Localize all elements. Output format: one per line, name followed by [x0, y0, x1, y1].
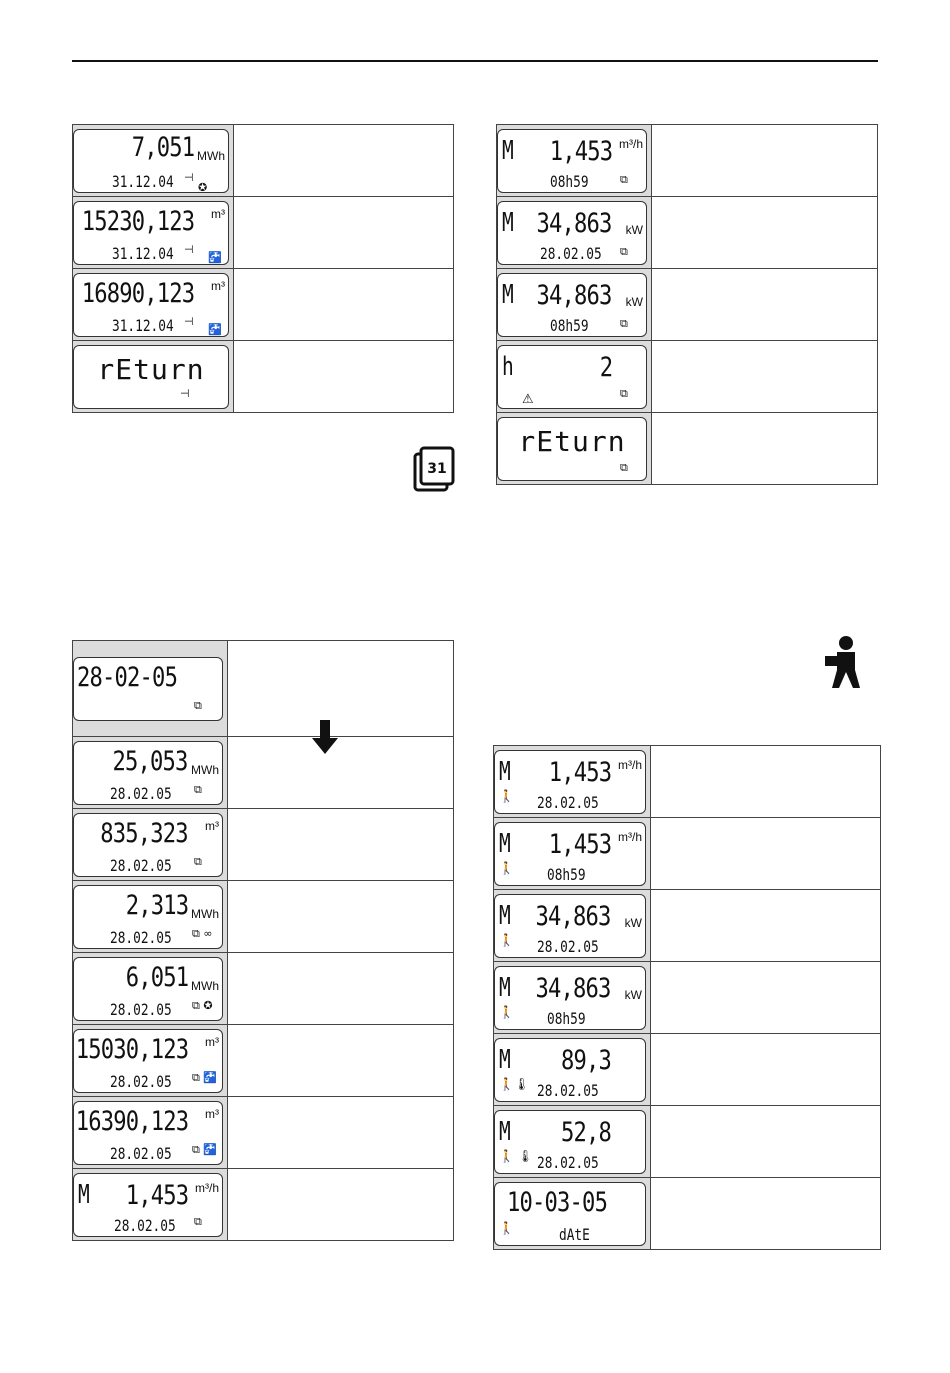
- lcd-prefix: M: [499, 900, 511, 931]
- description-cell: [228, 953, 454, 1025]
- lcd-unit: m³/h: [618, 829, 642, 844]
- description-cell: [651, 890, 881, 962]
- lcd-cell: [497, 125, 652, 197]
- description-cell: [652, 269, 878, 341]
- lcd-cell: [73, 197, 234, 269]
- clock-icon: ⧉: [620, 244, 628, 258]
- description-cell: [228, 737, 454, 809]
- lcd-unit: m³: [211, 206, 225, 221]
- bottom-left-table: [72, 640, 454, 1241]
- lcd-main-value: 52,8: [560, 1116, 611, 1148]
- lcd-unit: MWh: [191, 906, 219, 921]
- marker-icon: ⊣: [184, 242, 194, 256]
- lcd-prefix: M: [499, 828, 511, 859]
- lcd-main-value: 34,863: [536, 279, 612, 311]
- description-cell: [234, 197, 454, 269]
- lcd-sub-value: 28.02.05: [537, 792, 599, 812]
- lcd-prefix: M: [499, 972, 511, 1003]
- lcd-display: [73, 657, 223, 721]
- lcd-cell: [494, 890, 651, 962]
- person-icon: 🚶: [499, 860, 514, 875]
- lcd-display: [497, 345, 647, 409]
- lcd-cell: [73, 1097, 228, 1169]
- lcd-cell: [494, 818, 651, 890]
- lcd-main-value: 2: [599, 351, 612, 383]
- lcd-main-value: 16390,123: [75, 1105, 188, 1137]
- person-icon: 🚶: [499, 1220, 514, 1235]
- lcd-unit: MWh: [191, 978, 219, 993]
- lcd-prefix: M: [502, 207, 514, 238]
- lcd-cell: [73, 881, 228, 953]
- lcd-main-value: 16890,123: [81, 277, 194, 309]
- lcd-display: [494, 1182, 646, 1246]
- lcd-unit: kW: [625, 294, 643, 309]
- description-cell: [652, 125, 878, 197]
- lcd-main-value: 15230,123: [81, 205, 194, 237]
- lcd-unit: m³/h: [195, 1180, 219, 1195]
- lcd-main-value: 25,053: [112, 745, 188, 777]
- lcd-display: [494, 966, 646, 1030]
- tap-icon: 🚰: [208, 250, 222, 264]
- description-cell: [651, 818, 881, 890]
- lcd-main-value: 1,453: [125, 1179, 188, 1211]
- lcd-display: [494, 894, 646, 958]
- lcd-cell: [73, 641, 228, 737]
- description-cell: [652, 341, 878, 413]
- lcd-sub-value: dAtE: [559, 1224, 590, 1244]
- lcd-display: [73, 813, 223, 877]
- clock-icon: ⧉: [620, 316, 628, 330]
- lcd-sub-value: 28.02.05: [537, 1152, 599, 1172]
- lcd-cell: [497, 269, 652, 341]
- description-cell: [234, 269, 454, 341]
- lcd-cell: [494, 1178, 651, 1250]
- lcd-sub-value: 28.02.05: [110, 999, 172, 1019]
- lcd-sub-value: 28.02.05: [110, 1071, 172, 1091]
- tap-icon: 🚰: [208, 322, 222, 336]
- lcd-unit: m³: [205, 1034, 219, 1049]
- lcd-unit: m³: [205, 818, 219, 833]
- description-cell: [651, 1034, 881, 1106]
- clock-icon: ⧉: [620, 386, 628, 400]
- lcd-sub-value: 31.12.04: [112, 243, 174, 263]
- clock-tap-icon: ⧉ 🚰: [192, 1070, 218, 1084]
- lcd-cell: [494, 1034, 651, 1106]
- marker-icon: ⊣: [184, 170, 194, 184]
- lcd-cell: [73, 269, 234, 341]
- svg-text:31: 31: [427, 461, 447, 477]
- lcd-unit: kW: [624, 915, 642, 930]
- lcd-cell: [73, 737, 228, 809]
- description-cell: [652, 413, 878, 485]
- lcd-sub-value: 08h59: [547, 864, 586, 884]
- lcd-cell: [497, 341, 652, 413]
- lcd-sub-value: 28.02.05: [537, 1080, 599, 1100]
- lcd-prefix: h: [502, 351, 514, 382]
- clock-icon: ⧉: [620, 172, 628, 186]
- lcd-main-value: 835,323: [100, 817, 188, 849]
- arrow-down-icon: [312, 720, 338, 754]
- lcd-cell: [73, 809, 228, 881]
- lcd-prefix: M: [78, 1179, 90, 1210]
- lcd-main-value: 1,453: [549, 135, 612, 167]
- lcd-main-value: 34,863: [536, 207, 612, 239]
- lcd-cell: [73, 1025, 228, 1097]
- description-cell: [651, 746, 881, 818]
- person-thermometer-icon: 🚶 🌡: [499, 1148, 533, 1163]
- lcd-unit: kW: [625, 222, 643, 237]
- person-icon: 🚶: [499, 932, 514, 947]
- lcd-display: [497, 273, 647, 337]
- lcd-sub-value: 28.02.05: [110, 1143, 172, 1163]
- lcd-unit: kW: [624, 987, 642, 1002]
- description-cell: [228, 809, 454, 881]
- lcd-cell: [494, 962, 651, 1034]
- person-icon: 🚶: [499, 1004, 514, 1019]
- description-cell: [652, 197, 878, 269]
- lcd-sub-value: 08h59: [550, 315, 589, 335]
- lcd-main-value: 34,863: [535, 972, 611, 1004]
- lcd-unit: MWh: [191, 762, 219, 777]
- description-cell: [228, 1097, 454, 1169]
- lcd-display: [494, 750, 646, 814]
- bottom-right-table: [493, 745, 881, 1250]
- lcd-prefix: M: [502, 279, 514, 310]
- description-cell: [651, 962, 881, 1034]
- lcd-sub-value: 28.02.05: [114, 1215, 176, 1235]
- top-right-table: [496, 124, 878, 485]
- lcd-display: [73, 129, 229, 193]
- lcd-main-value: 34,863: [535, 900, 611, 932]
- lcd-main-value: 15030,123: [75, 1033, 188, 1065]
- clock-icon: ⧉: [194, 1214, 202, 1228]
- lcd-prefix: M: [499, 756, 511, 787]
- lcd-cell: [494, 746, 651, 818]
- lcd-main-value: 1,453: [548, 828, 611, 860]
- lcd-cell: [497, 413, 652, 485]
- service-person-icon: [822, 634, 870, 690]
- lcd-cell: [497, 197, 652, 269]
- lcd-display: [73, 273, 229, 337]
- lcd-sub-value: 28.02.05: [110, 855, 172, 875]
- lcd-display: [497, 417, 647, 481]
- description-cell: [228, 881, 454, 953]
- lcd-display: [73, 741, 223, 805]
- lcd-display: [494, 1038, 646, 1102]
- lcd-cell: [73, 341, 234, 413]
- lcd-display: [73, 885, 223, 949]
- lcd-main-value: 2,313: [125, 889, 188, 921]
- top-left-table: [72, 124, 454, 413]
- lcd-sub-value: 31.12.04: [112, 315, 174, 335]
- lcd-unit: m³: [211, 278, 225, 293]
- lcd-display: [73, 201, 229, 265]
- lcd-display: [73, 345, 229, 409]
- lcd-display: [73, 1173, 223, 1237]
- lcd-main-value: 10-03-05: [507, 1186, 608, 1218]
- lcd-sub-value: 28.02.05: [537, 936, 599, 956]
- lcd-display: [494, 822, 646, 886]
- top-rule: [72, 60, 878, 62]
- lcd-sub-value: 28.02.05: [540, 243, 602, 263]
- lcd-sub-value: 08h59: [550, 171, 589, 191]
- clock-tap-icon: ⧉ 🚰: [192, 1142, 218, 1156]
- lcd-unit: m³: [205, 1106, 219, 1121]
- lcd-display: [497, 201, 647, 265]
- lcd-main-value: 7,051: [131, 131, 194, 163]
- lcd-main-value: 1,453: [548, 756, 611, 788]
- description-cell: [228, 1169, 454, 1241]
- person-icon: 🚶: [499, 788, 514, 803]
- lcd-sub-value: 08h59: [547, 1008, 586, 1028]
- clock-icon: ⧉: [194, 854, 202, 868]
- lcd-main-value: 6,051: [125, 961, 188, 993]
- lcd-return-text: rEturn: [97, 352, 205, 386]
- lcd-return-text: rEturn: [518, 424, 626, 458]
- lcd-unit: m³/h: [619, 136, 643, 151]
- lcd-display: [73, 1101, 223, 1165]
- description-cell: [228, 1025, 454, 1097]
- lcd-prefix: M: [499, 1116, 511, 1147]
- lcd-display: [497, 129, 647, 193]
- lcd-unit: m³/h: [618, 757, 642, 772]
- lcd-cell: [73, 1169, 228, 1241]
- sun-icon: ✪: [198, 180, 208, 193]
- description-cell: [651, 1106, 881, 1178]
- warning-icon: ⚠: [522, 391, 534, 407]
- lcd-cell: [73, 125, 234, 197]
- lcd-prefix: M: [499, 1044, 511, 1075]
- description-cell: [234, 341, 454, 413]
- marker-icon: ⊣: [180, 386, 190, 400]
- lcd-unit: MWh: [197, 148, 225, 163]
- lcd-sub-value: 31.12.04: [112, 171, 174, 191]
- description-cell: [228, 641, 454, 737]
- lcd-prefix: M: [502, 135, 514, 166]
- lcd-sub-value: 28.02.05: [110, 783, 172, 803]
- clock-icon: ⧉: [194, 698, 202, 712]
- calendar-icon: [410, 445, 458, 493]
- lcd-cell: [73, 953, 228, 1025]
- clock-icon: ⧉: [620, 460, 628, 474]
- description-cell: [234, 125, 454, 197]
- clock-cooling-icon: ⧉ ∞: [192, 926, 213, 940]
- lcd-sub-value: 28.02.05: [110, 927, 172, 947]
- lcd-display: [494, 1110, 646, 1174]
- description-cell: [651, 1178, 881, 1250]
- lcd-cell: [494, 1106, 651, 1178]
- marker-icon: ⊣: [184, 314, 194, 328]
- clock-sun-icon: ⧉ ✪: [192, 998, 213, 1012]
- lcd-main-value: 89,3: [560, 1044, 611, 1076]
- lcd-display: [73, 1029, 223, 1093]
- lcd-main-value: 28-02-05: [77, 661, 178, 693]
- lcd-display: [73, 957, 223, 1021]
- clock-icon: ⧉: [194, 782, 202, 796]
- person-thermometer-icon: 🚶🌡: [499, 1076, 530, 1091]
